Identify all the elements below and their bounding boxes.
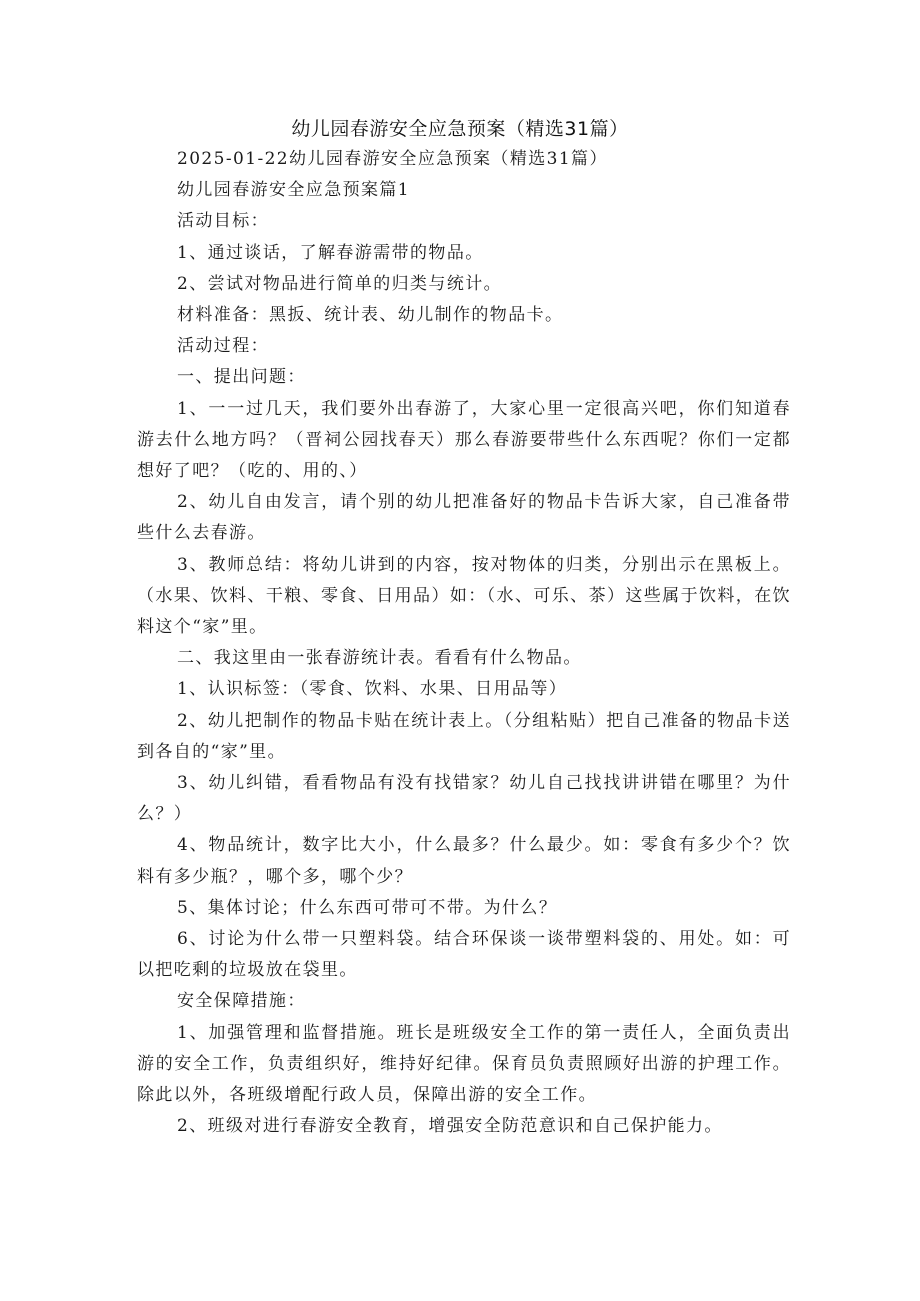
paragraph: 1、认识标签：（零食、饮料、水果、日用品等） [177,679,568,700]
paragraph: 2、幼儿自由发言，请个别的幼儿把准备好的物品卡告诉大家，自己准备带些什么去春游。 [137,492,791,544]
paragraph: 1、一一过几天，我们要外出春游了，大家心里一定很高兴吧，你们知道春游去什么地方吗？（晋祠公园找春天）那么春游要带些什么东西呢？你们一定都想好了吧？（吃的、用的、） [137,398,791,482]
paragraph: 6、讨论为什么带一只塑料袋。结合环保谈一谈带塑料袋的、用处。如：可以把吃剩的垃圾放在袋里。 [137,929,791,981]
paragraph: 活动过程： [177,336,269,357]
paragraph-section-heading: 幼儿园春游安全应急预案篇1 [177,180,411,201]
paragraph: 安全保障措施： [177,991,306,1012]
paragraph: 3、教师总结：将幼儿讲到的内容，按对物体的归类，分别出示在黑板上。（水果、饮料、干粮、零食、日用品）如：（水、可乐、茶）这些属于饮料，在饮料这个“家”里。 [137,554,791,638]
paragraph: 5、集体讨论；什么东西可带可不带。为什么？ [177,897,558,918]
paragraph: 二、我这里由一张春游统计表。看看有什么物品。 [177,648,582,669]
paragraph: 活动目标： [177,211,269,232]
paragraph: 2、尝试对物品进行简单的归类与统计。 [177,273,503,294]
paragraph: 1、通过谈话，了解春游需带的物品。 [177,242,484,263]
document-body [137,144,791,1143]
paragraph: 4、物品统计，数字比大小，什么最多？什么最少。如：零食有多少个？饮料有多少瓶？，哪个多，哪个少？ [137,835,791,887]
paragraph: 材料准备：黑扳、统计表、幼儿制作的物品卡。 [177,305,564,326]
paragraph: 1、加强管理和监督措施。班长是班级安全工作的第一责任人，全面负责出游的安全工作，负责组织好，维持好纪律。保育员负责照顾好出游的护理工作。除此以外，各班级增配行政人员，保障出游的安全工作。 [137,1022,791,1106]
paragraph-date-heading: 2025-01-22幼儿园春游安全应急预案（精选31篇） [177,149,608,169]
paragraph: 3、幼儿纠错，看看物品有没有找错家？幼儿自己找找讲讲错在哪里？为什么？） [137,773,791,825]
document-title: 幼儿园春游安全应急预案（精选31篇） [291,118,629,140]
paragraph: 2、幼儿把制作的物品卡贴在统计表上。（分组粘贴）把自己准备的物品卡送到各自的“家”里。 [137,710,791,762]
paragraph: 2、班级对进行春游安全教育，增强安全防范意识和自己保护能力。 [177,1116,723,1137]
paragraph: 一、提出问题： [177,367,306,388]
